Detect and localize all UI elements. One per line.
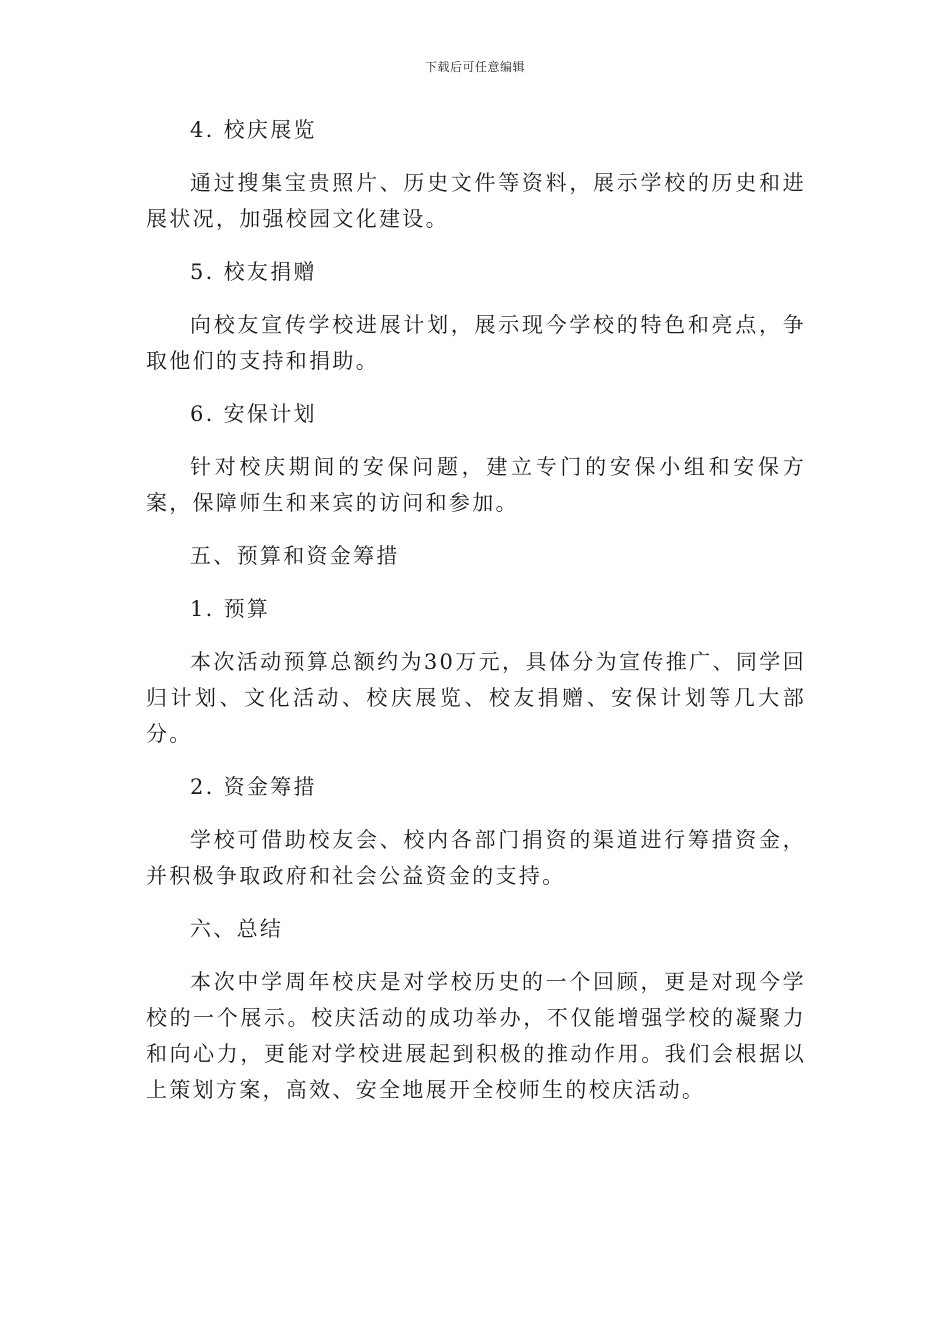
- section-heading-security: 6. 安保计划: [190, 402, 317, 426]
- paragraph-alumni-donation: 向校友宣传学校进展计划，展示现今学校的特色和亮点，争取他们的支持和捐助。: [146, 313, 806, 373]
- section-heading-exhibition: 4. 校庆展览: [190, 118, 317, 142]
- paragraph-security: 针对校庆期间的安保问题，建立专门的安保小组和安保方案，保障师生和来宾的访问和参加。: [146, 455, 806, 515]
- section-heading-alumni-donation: 5. 校友捐赠: [190, 260, 317, 284]
- section-heading-budget: 1. 预算: [190, 597, 271, 621]
- chapter-heading-budget-funding: 五、预算和资金筹措: [190, 544, 400, 568]
- section-heading-funding: 2. 资金筹措: [190, 775, 317, 799]
- document-body: [146, 112, 806, 1125]
- chapter-heading-summary: 六、总结: [190, 917, 284, 941]
- paragraph-funding: 学校可借助校友会、校内各部门捐资的渠道进行筹措资金，并积极争取政府和社会公益资金的支持。: [146, 828, 806, 888]
- paragraph-budget: 本次活动预算总额约为30万元，具体分为宣传推广、同学回归计划、文化活动、校庆展览、校友捐赠、安保计划等几大部分。: [146, 650, 806, 746]
- page-header-note: 下载后可任意编辑: [424, 60, 525, 74]
- paragraph-exhibition: 通过搜集宝贵照片、历史文件等资料，展示学校的历史和进展状况，加强校园文化建设。: [146, 171, 806, 231]
- paragraph-summary: 本次中学周年校庆是对学校历史的一个回顾，更是对现今学校的一个展示。校庆活动的成功举办，不仅能增强学校的凝聚力和向心力，更能对学校进展起到积极的推动作用。我们会根据以上策划方案，高效、安全地展开全校师生的校庆活动。: [146, 970, 806, 1102]
